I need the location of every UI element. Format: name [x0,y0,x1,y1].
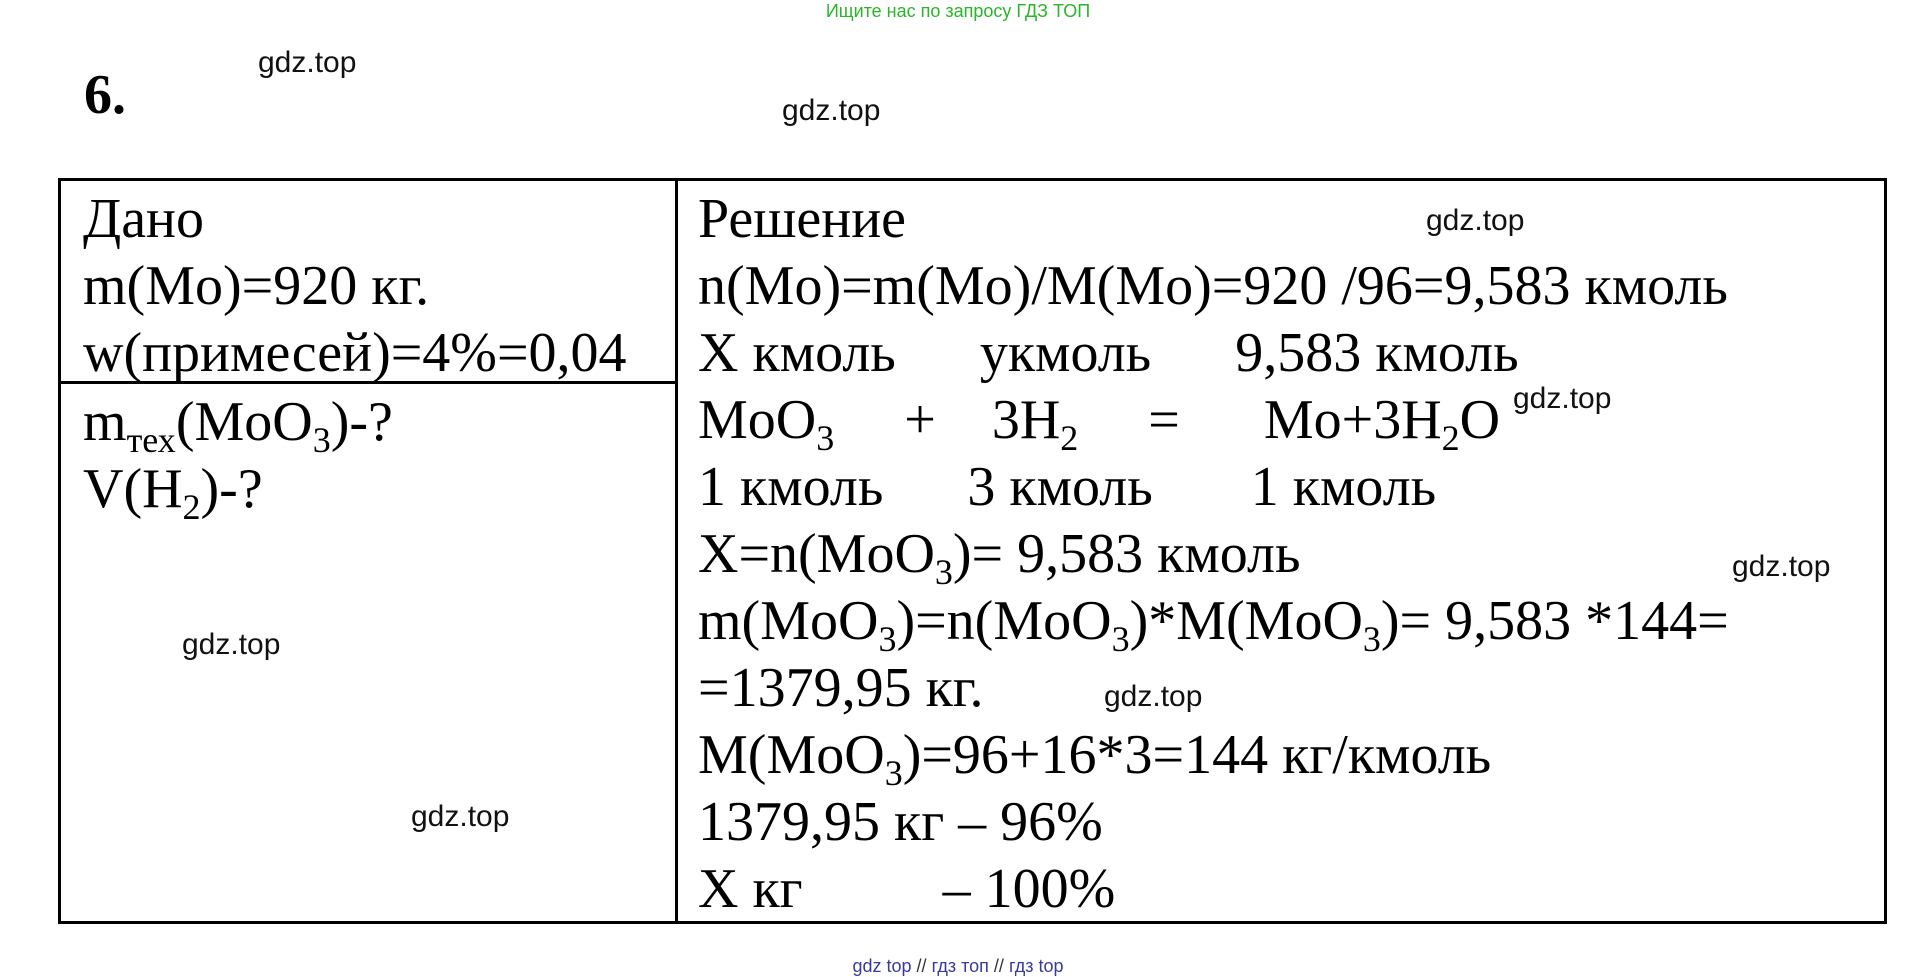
footer-link-gdz-top-mixed[interactable]: гдз top [1008,956,1064,976]
column-divider [675,181,678,921]
solution-line-mass-result: =1379,95 кг. [698,657,984,719]
given-title: Дано [83,188,205,250]
solution-line-molar-mass: M(MoO$_3$)=96+16*3=144 кг/кмоль [698,724,1492,793]
find-volume: $V(H_2)-$? [83,458,263,527]
watermark: gdz.top [1732,550,1831,583]
solution-title: Решение [698,188,907,250]
footer-separator: // [916,956,927,976]
top-banner: Ищите нас по запросу ГДЗ ТОП [825,1,1091,21]
solution-line-proportion-2: X кг – 100% [698,858,1116,920]
watermark: gdz.top [258,46,357,79]
solution-line-mass-calc: m(MoO$_3$)=n(MoO$_3$)*M(MoO$_3$)= 9,583 *144= [698,590,1729,659]
watermark: gdz.top [782,94,881,127]
given-impurity: w(примесей)=4%=0,04 [83,322,627,384]
watermark: gdz.top [182,628,281,661]
footer-separator: // [993,956,1004,976]
solution-line-proportion-1: 1379,95 кг – 96% [698,791,1103,853]
reaction-equation: MoO$_3$ + $3H_2$ = $Mo+3H_2O$ [698,389,1501,458]
solution-line-unknowns: X кмоль укмоль 9,583 кмоль [698,322,1519,384]
footer-links [0,955,1916,977]
watermark: gdz.top [1426,204,1525,237]
solution-table [58,178,1887,924]
footer-link-gdz-top-ru[interactable]: гдз топ [931,956,989,976]
solution-line-x: X=n(MoO$_3$)= 9,583 кмоль [698,523,1301,592]
find-mass: $m_{тех}(MoO_3)-$? [83,391,393,460]
solution-line-coefficients: 1 кмоль 3 кмоль 1 кмоль [698,456,1437,518]
given-mass: m(Mo)=920 кг. [83,255,430,317]
watermark: gdz.top [411,800,510,833]
problem-number: 6. [84,64,126,126]
solution-line-moles: n(Mo)=m(Mo)/M(Mo)=920 /96=9,583 кмоль [698,255,1728,317]
watermark: gdz.top [1513,382,1612,415]
watermark: gdz.top [1104,680,1203,713]
footer-link-gdz-top[interactable]: gdz top [852,956,912,976]
